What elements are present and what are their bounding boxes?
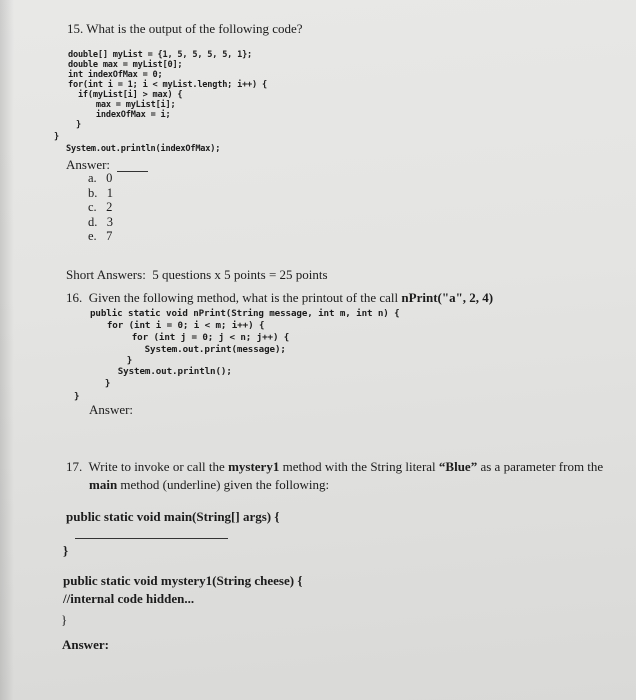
- option-value: 3: [106, 215, 113, 229]
- code-line: }: [94, 378, 111, 389]
- mystery1-signature: public static void mystery1(String cheese) {: [63, 573, 303, 588]
- question-16-text: 16. Given the following method, what is the printout of the call: [66, 290, 402, 305]
- question-16-call: nPrint("a", 2, 4): [401, 290, 494, 305]
- option-value: 1: [106, 186, 113, 200]
- option-b: [88, 186, 113, 201]
- option-e: [88, 229, 112, 244]
- hidden-code-comment: //internal code hidden...: [63, 591, 195, 606]
- string-literal: “Blue”: [438, 459, 478, 474]
- question-17-text: method with the String literal: [279, 459, 439, 474]
- option-letter: a.: [88, 171, 97, 185]
- code-line: if(myList[i] > max) {: [68, 90, 183, 100]
- short-answers-header: Short Answers: 5 questions x 5 points = 25 points: [66, 267, 328, 282]
- code-line: }: [74, 391, 80, 402]
- option-value: 2: [106, 200, 113, 214]
- code-line: int indexOfMax = 0;: [68, 70, 163, 80]
- option-letter: c.: [88, 200, 97, 214]
- page-edge-shadow: [0, 0, 14, 700]
- option-value: 0: [106, 171, 113, 185]
- question-17-text: 17. Write to invoke or call the: [66, 459, 229, 474]
- method-name: mystery1: [228, 459, 280, 474]
- code-line: }: [105, 355, 133, 366]
- question-17-line-2: [89, 477, 329, 493]
- code-line: for(int i = 1; i < myList.length; i++) {: [68, 80, 267, 90]
- code-line: System.out.print(message);: [112, 344, 286, 355]
- code-line: double max = myList[0];: [68, 60, 183, 70]
- closing-brace: }: [63, 543, 69, 558]
- option-letter: d.: [88, 215, 98, 229]
- code-line: public static void nPrint(String message, int m, int n) {: [90, 308, 400, 319]
- question-17-text: method (underline) given the following:: [117, 477, 330, 492]
- question-17-answer-label: Answer:: [62, 637, 109, 652]
- option-a: [88, 171, 112, 186]
- code-line: double[] myList = {1, 5, 5, 5, 5, 1};: [68, 50, 253, 60]
- option-letter: b.: [88, 186, 98, 200]
- code-line: }: [66, 120, 81, 130]
- code-line: System.out.println(indexOfMax);: [66, 144, 221, 154]
- code-line: System.out.println();: [96, 366, 232, 377]
- code-line: max = myList[i];: [76, 100, 176, 110]
- question-15-answer-label: Answer:: [66, 157, 111, 172]
- option-letter: e.: [88, 229, 97, 243]
- question-17-text: as a parameter from the: [477, 459, 604, 474]
- code-line: for (int i = 0; i < m; i++) {: [96, 320, 265, 331]
- answer-underline: [75, 538, 228, 539]
- question-15-title: 15. What is the output of the following code?: [67, 21, 303, 36]
- option-c: [88, 200, 112, 215]
- code-line: indexOfMax = i;: [76, 110, 171, 120]
- answer-blank-line: [117, 171, 148, 172]
- main-signature: public static void main(String[] args) {: [66, 509, 280, 524]
- code-line: }: [54, 132, 59, 142]
- closing-brace: }: [61, 612, 68, 627]
- option-d: [88, 215, 113, 230]
- question-17-line-1: [66, 459, 603, 475]
- option-value: 7: [106, 229, 113, 243]
- code-line: for (int j = 0; j < n; j++) {: [110, 332, 290, 343]
- main-method-name: main: [89, 477, 118, 492]
- question-16-answer-label: Answer:: [89, 402, 134, 417]
- question-16-title: [66, 290, 493, 306]
